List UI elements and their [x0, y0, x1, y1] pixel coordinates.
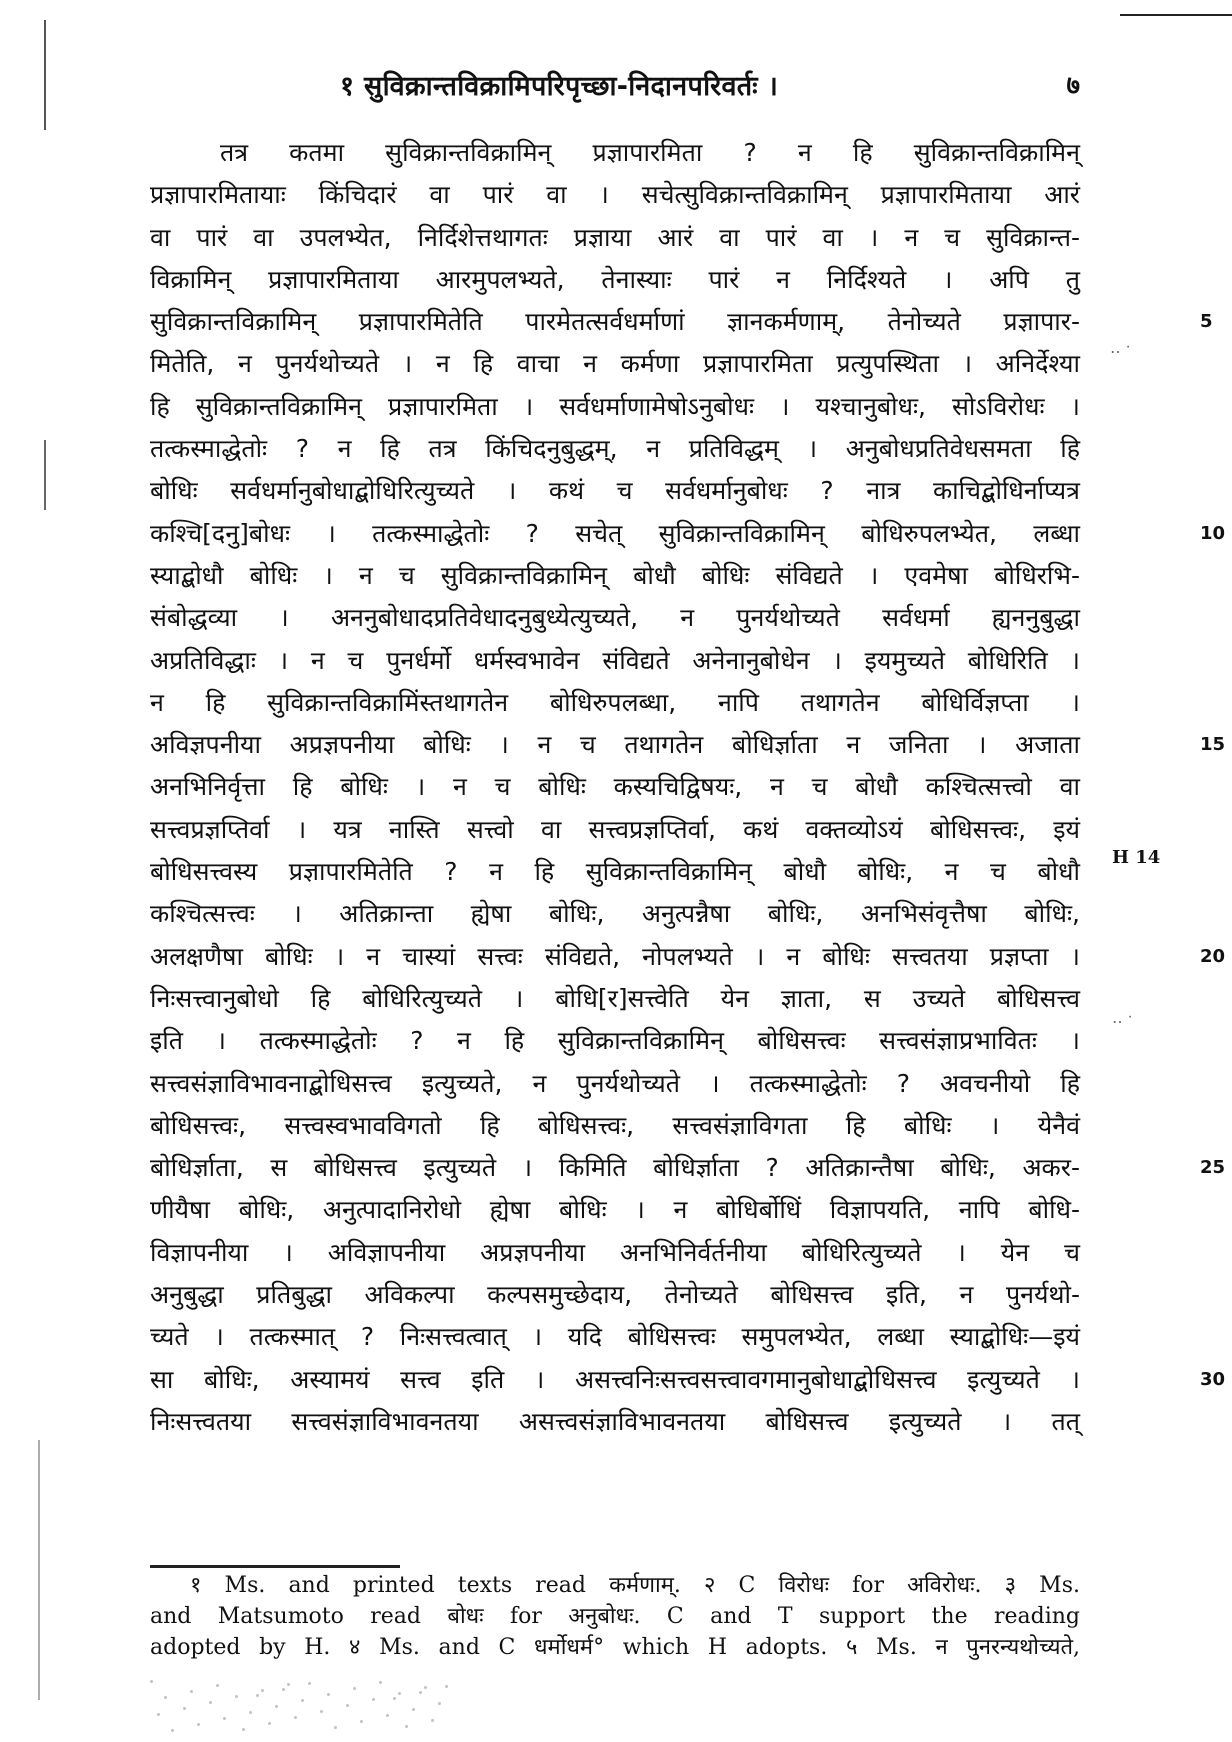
text-line-content: तत्र कतमा सुविक्रान्तविक्रामिन् प्रज्ञापारमिता ? न हि सुविक्रान्तविक्रामिन् — [220, 138, 1080, 167]
binding-shadow — [44, 20, 46, 130]
line-number: 5 — [1200, 311, 1213, 333]
text-line-content: विक्रामिन् प्रज्ञापारमिताया आरमुपलभ्यते, तेनास्याः पारं न निर्दिश्यते । अपि तु — [150, 264, 1080, 294]
scan-noise — [393, 1697, 396, 1700]
scan-noise — [308, 1682, 311, 1685]
scan-noise — [412, 1708, 415, 1711]
scan-noise — [287, 1683, 290, 1686]
running-title: १ सुविक्रान्तविक्रामिपरिपृच्छा-निदानपरिवर्तः । — [340, 70, 779, 102]
scan-noise — [301, 1699, 304, 1702]
scan-noise — [223, 1717, 226, 1720]
text-line-content: बोधिसत्त्वस्य प्रज्ञापारमितेति ? न हि सुविक्रान्तविक्रामिन् बोधौ बोधिः, न च बोधौ — [150, 857, 1080, 887]
scan-noise — [171, 1729, 174, 1732]
text-line-content: अविज्ञपनीया अप्रज्ञपनीया बोधिः । न च तथागतेन बोधिर्ज्ञाता न जनिता । अजाता — [150, 730, 1080, 760]
text-line — [150, 1020, 1080, 1062]
text-line — [150, 1232, 1080, 1274]
line-number: 25 — [1200, 1157, 1226, 1179]
edition-reference: H 14 — [1112, 847, 1161, 868]
text-line — [150, 1147, 1226, 1189]
text-line-content: तत्कस्माद्धेतोः ? न हि तत्र किंचिदनुबुद्धम्, न प्रतिविद्धम् । अनुबोधप्रतिवेधसमता हि — [150, 434, 1080, 464]
scan-noise — [268, 1722, 271, 1725]
scan-noise — [379, 1681, 382, 1684]
scan-noise — [190, 1690, 193, 1693]
footnote-line: and Matsumoto read बोधः for अनुबोधः. C and T support the reading — [150, 1604, 1080, 1629]
text-line-content: बोधिसत्त्वः, सत्त्वस्वभावविगतो हि बोधिसत्त्वः, सत्त्वसंज्ञाविगता हि बोधिः । येनैवं — [150, 1110, 1080, 1140]
text-line-content: अलक्षणैषा बोधिः । न चास्यां सत्त्वः संविद्यते, नोपलभ्यते । न बोधिः सत्त्वतया प्रज्ञप्ता । — [150, 941, 1080, 971]
text-line-content: न हि सुविक्रान्तविक्रामिंस्तथागतेन बोधिरुपलब्धा, नापि तथागतेन बोधिर्विज्ञप्ता । — [150, 687, 1080, 717]
scan-noise — [294, 1716, 297, 1719]
scan-noise — [197, 1723, 200, 1726]
text-line-content: विज्ञापनीया । अविज्ञापनीया अप्रज्ञपनीया अनभिनिर्वर्तनीया बोधिरित्युच्यते । येन च — [150, 1237, 1080, 1267]
text-line-content: कश्चि[दनु]बोधः । तत्कस्माद्धेतोः ? सचेत् सुविक्रान्तविक्रामिन् बोधिरुपलभ्येत, लब्धा — [150, 518, 1080, 548]
text-line — [150, 597, 1080, 639]
text-line-content: बोधिर्ज्ञाता, स बोधिसत्त्व इत्युच्यते । किमिति बोधिर्ज्ञाता ? अतिक्रान्तैषा बोधिः, अकर- — [150, 1153, 1080, 1183]
text-line — [150, 386, 1080, 428]
text-line — [150, 555, 1080, 597]
footnotes — [150, 1570, 1080, 1663]
text-line-content: अप्रतिविद्धाः । न च पुनर्धर्मो धर्मस्वभावेन संविद्यते अनेनानुबोधेन । इयमुच्यते बोधिरिति । — [150, 645, 1080, 675]
text-line-content: अनभिनिर्वृत्ता हि बोधिः । न च बोधिः कस्यचिद्विषयः, न च बोधौ कश्चित्सत्त्वो वा — [150, 772, 1080, 802]
scan-noise — [183, 1707, 186, 1710]
text-line — [150, 1189, 1080, 1231]
text-line — [150, 259, 1080, 301]
text-line — [150, 513, 1226, 555]
line-number: 30 — [1200, 1368, 1226, 1390]
line-number: 10 — [1200, 522, 1226, 544]
scan-noise — [346, 1704, 349, 1707]
text-line — [150, 640, 1080, 682]
scan-noise — [164, 1696, 167, 1699]
text-line — [150, 132, 1080, 174]
text-line-content: अनुबुद्धा प्रतिबुद्धा अविकल्पा कल्पसमुच्छेदाय, तेनोच्यते बोधिसत्त्व इति, न पुनर्यथो- — [150, 1280, 1080, 1310]
text-line-content: बोधिः सर्वधर्मानुबोधाद्बोधिरित्युच्यते । कथं च सर्वधर्मानुबोधः ? नात्र काचिद्बोधिर्नाप्यत्र — [150, 476, 1080, 506]
text-line — [150, 682, 1080, 724]
text-line-content: मितेति, न पुनर्यथोच्यते । न हि वाचा न कर्मणा प्रज्ञापारमिता प्रत्युपस्थिता । अनिर्देश्या — [150, 349, 1080, 379]
text-line-content: निःसत्त्वतया सत्त्वसंज्ञाविभावनतया असत्त्वसंज्ञाविभावनतया बोधिसत्त्व इत्युच्यते । तत् — [150, 1406, 1080, 1436]
scan-noise — [275, 1705, 278, 1708]
scan-noise — [242, 1728, 245, 1731]
scan-noise — [334, 1726, 337, 1729]
scan-noise — [209, 1701, 212, 1704]
text-line — [150, 1274, 1080, 1316]
scan-noise — [256, 1694, 259, 1697]
text-line — [150, 1105, 1080, 1147]
scan-noise — [398, 1692, 401, 1695]
text-line-content: कश्चित्सत्त्वः । अतिक्रान्ता ह्येषा बोधिः, अनुत्पन्नैषा बोधिः, अनभिसंवृत्तैषा बोधिः, — [150, 899, 1080, 929]
scan-noise — [419, 1691, 422, 1694]
text-line — [150, 217, 1080, 259]
text-line-content: निःसत्त्वानुबोधो हि बोधिरित्युच्यते । बोधि[र]सत्त्वेति येन ज्ञाता, स उच्यते बोधिसत्त्व — [150, 983, 1080, 1013]
footnote-line: adopted by H. ४ Ms. and C धर्मोधर्म° which H adopts. ५ Ms. न पुनरन्यथोच्यते, — [150, 1635, 1080, 1660]
scan-noise — [360, 1720, 363, 1723]
scan-noise — [438, 1702, 441, 1705]
text-line-content: प्रज्ञापारमितायाः किंचिदारं वा पारं वा । सचेत्सुविक्रान्तविक्रामिन् प्रज्ञापारमिताया आरं — [150, 180, 1080, 210]
text-line — [150, 936, 1226, 978]
footnote-line: १ Ms. and printed texts read कर्मणाम्. २ C विरोधः for अविरोधः. ३ Ms. — [190, 1573, 1080, 1598]
text-line — [150, 428, 1080, 470]
scan-noise — [282, 1688, 285, 1691]
scan-noise — [386, 1714, 389, 1717]
scan-noise — [431, 1719, 434, 1722]
text-line-content: इति । तत्कस्माद्धेतोः ? न हि सुविक्रान्तविक्रामिन् बोधिसत्त्वः सत्त्वसंज्ञाप्रभावितः । — [150, 1026, 1080, 1056]
text-line — [150, 470, 1080, 512]
text-line-content: णीयैषा बोधिः, अनुत्पादानिरोधो ह्येषा बोधिः । न बोधिर्बोधिं विज्ञापयति, नापि बोधि- — [150, 1195, 1080, 1225]
text-line-content: सुविक्रान्तविक्रामिन् प्रज्ञापारमितेति पारमेतत्सर्वधर्माणां ज्ञानकर्मणाम्, तेनोच्यते प्रज्ञापार- — [150, 307, 1080, 337]
text-line — [150, 893, 1080, 935]
page-number: ७ — [1066, 71, 1080, 101]
scan-noise — [235, 1695, 238, 1698]
text-line — [150, 301, 1213, 343]
scan-noise — [353, 1687, 356, 1690]
text-line-content: स्याद्बोधौ बोधिः । न च सुविक्रान्तविक्रामिन् बोधौ बोधिः संविद्यते । एवमेषा बोधिरभि- — [150, 560, 1080, 590]
text-line — [150, 1401, 1080, 1443]
scan-edge-mark — [1120, 14, 1232, 16]
text-line — [150, 1359, 1226, 1401]
binding-shadow — [44, 440, 46, 510]
text-line — [150, 1316, 1080, 1358]
binding-shadow — [38, 1440, 40, 1700]
line-number: 15 — [1200, 734, 1226, 756]
text-line — [150, 724, 1226, 766]
scan-noise — [327, 1693, 330, 1696]
line-number: 20 — [1200, 945, 1226, 967]
text-line-content: वा पारं वा उपलभ्येत, निर्दिशेत्तथागतः प्रज्ञाया आरं वा पारं वा । न च सुविक्रान्त- — [150, 222, 1080, 252]
text-line-content: सत्त्वप्रज्ञप्तिर्वा । यत्र नास्ति सत्त्वो वा सत्त्वप्रज्ञप्तिर्वा, कथं वक्तव्योऽयं बोधिसत्त्वः, इयं — [150, 814, 1080, 844]
scan-noise — [372, 1698, 375, 1701]
text-line-content: संबोद्धव्या । अननुबोधादप्रतिवेधादनुबुध्येत्युच्यते, न पुनर्यथोच्यते सर्वधर्मा ह्यननुबुद्धा — [150, 603, 1080, 633]
scan-noise — [249, 1711, 252, 1714]
text-line — [150, 343, 1080, 385]
margin-smudge: ‥ ᐧ — [1112, 1008, 1132, 1027]
text-line-content: च्यते । तत्कस्मात् ? निःसत्त्वत्वात् । यदि बोधिसत्त्वः समुपलभ्येत, लब्धा स्याद्बोधिः—इयं — [150, 1322, 1080, 1352]
text-line — [150, 1063, 1080, 1105]
scan-noise — [261, 1689, 264, 1692]
text-line — [150, 851, 1080, 893]
scan-noise — [405, 1725, 408, 1728]
scan-noise — [216, 1684, 219, 1687]
text-line — [150, 809, 1080, 851]
margin-smudge: ‥ ᐧ — [1110, 338, 1130, 357]
scan-noise — [157, 1713, 160, 1716]
scan-noise — [150, 1680, 153, 1683]
page-header — [150, 64, 1080, 104]
scan-noise — [320, 1710, 323, 1713]
scan-noise — [445, 1685, 448, 1688]
scan-noise — [424, 1686, 427, 1689]
footnote-rule — [150, 1565, 400, 1568]
text-line-content: सा बोधिः, अस्यामयं सत्त्व इति । असत्त्वनिःसत्त्वसत्त्वावगमानुबोधाद्बोधिसत्त्व इत्युच्यते । — [150, 1364, 1080, 1394]
text-line-content: हि सुविक्रान्तविक्रामिन् प्रज्ञापारमिता । सर्वधर्माणामेषोऽनुबोधः । यश्चानुबोधः, सोऽविरोधः । — [150, 391, 1080, 421]
text-line — [150, 174, 1080, 216]
text-line-content: सत्त्वसंज्ञाविभावनाद्बोधिसत्त्व इत्युच्यते, न पुनर्यथोच्यते । तत्कस्माद्धेतोः ? अवचनीयो हि — [150, 1068, 1080, 1098]
text-line — [150, 766, 1080, 808]
text-line — [150, 978, 1080, 1020]
